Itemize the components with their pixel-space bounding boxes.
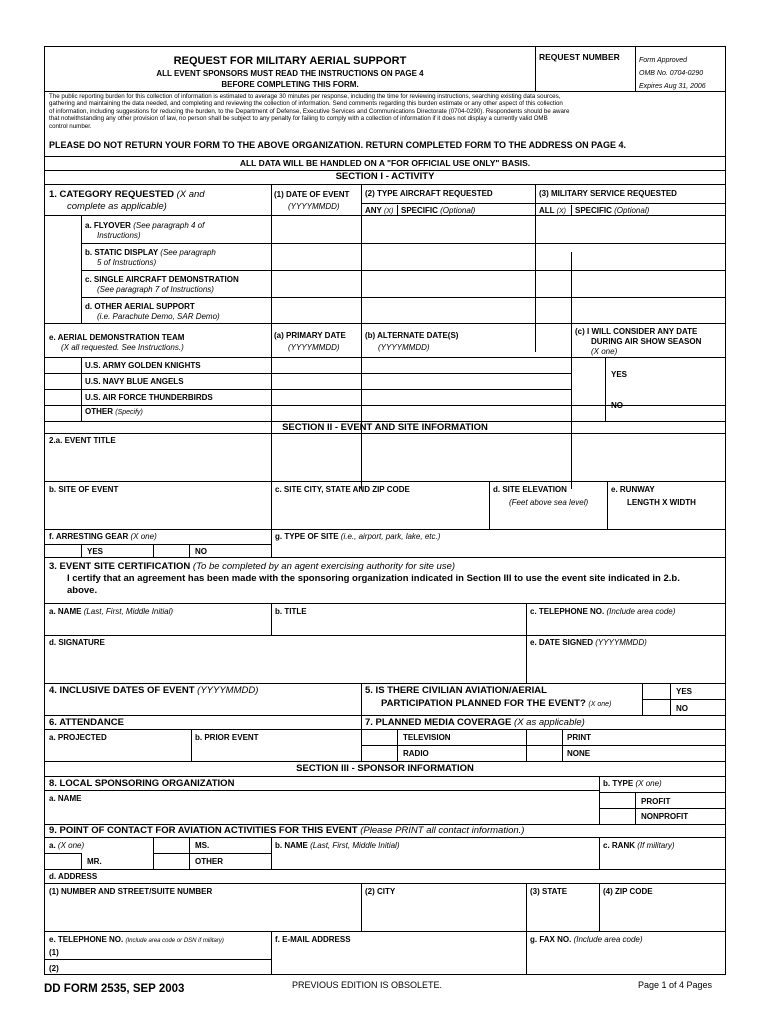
consider-yes: YES [611, 370, 628, 379]
civilian-participation-label-2: PARTICIPATION PLANNED FOR THE EVENT? (X one) [381, 698, 612, 709]
form-title: REQUEST FOR MILITARY AERIAL SUPPORT [173, 55, 407, 67]
address-zip-label: (4) ZIP CODE [603, 887, 653, 896]
media-print: PRINT [567, 733, 591, 742]
civilian-yes: YES [676, 687, 693, 696]
category-single-aircraft: c. SINGLE AIRCRAFT DEMONSTRATION [85, 275, 239, 284]
address-state-label: (3) STATE [530, 887, 568, 896]
attendance-prior-label: b. PRIOR EVENT [195, 733, 259, 742]
category-static-display: b. STATIC DISPLAY (See paragraph [85, 248, 216, 257]
salutation-other: OTHER [195, 857, 223, 866]
civilian-participation-label-1: 5. IS THERE CIVILIAN AVIATION/AERIAL [365, 685, 547, 696]
form-number: DD FORM 2535, SEP 2003 [44, 983, 185, 995]
category-checkbox-column[interactable] [45, 214, 80, 322]
org-type-profit: PROFIT [641, 797, 671, 806]
site-type-label: g. TYPE OF SITE (i.e., airport, park, lake, etc.) [275, 532, 441, 541]
certifier-title-label: b. TITLE [275, 607, 307, 616]
section-3-heading: SECTION III - SPONSOR INFORMATION [296, 763, 474, 774]
point-of-contact-label: 9. POINT OF CONTACT FOR AVIATION ACTIVITIES FOR THIS EVENT (Please PRINT all contact information.) [49, 825, 525, 836]
poc-salutation-label: a. (X one) [49, 841, 85, 850]
team-checkbox-column[interactable] [45, 356, 80, 420]
attendance-label: 6. ATTENDANCE [49, 717, 124, 728]
service-label: (3) MILITARY SERVICE REQUESTED [539, 189, 677, 198]
request-number-field[interactable] [537, 64, 633, 90]
site-of-event-label: b. SITE OF EVENT [49, 485, 119, 494]
service-specific: SPECIFIC (Optional) [575, 206, 650, 215]
do-not-return-notice: PLEASE DO NOT RETURN YOUR FORM TO THE ABOVE ORGANIZATION. RETURN COMPLETED FORM TO THE ADDRESS ON PAGE 4. [49, 140, 627, 150]
category-flyover: a. FLYOVER (See paragraph 4 of [85, 221, 205, 230]
site-city-label: c. SITE CITY, STATE AND ZIP CODE [275, 485, 410, 494]
primary-date-label: (a) PRIMARY DATE [274, 331, 346, 340]
category-hint: complete as applicable) [67, 201, 167, 212]
certifier-signature-label: d. SIGNATURE [49, 638, 105, 647]
org-name-field[interactable] [45, 803, 598, 823]
category-static-display-hint: 5 of Instructions) [97, 258, 157, 267]
runway-hint: LENGTH X WIDTH [627, 498, 696, 507]
consider-no: NO [611, 401, 623, 410]
poc-address-label: d. ADDRESS [49, 872, 98, 881]
aircraft-specific: SPECIFIC (Optional) [401, 206, 476, 215]
dd-form-2535 [44, 46, 726, 975]
aircraft-label: (2) TYPE AIRCRAFT REQUESTED [365, 189, 493, 198]
site-elevation-hint: (Feet above sea level) [509, 498, 589, 507]
team-navy: U.S. NAVY BLUE ANGELS [85, 377, 184, 386]
salutation-mr: MR. [87, 857, 102, 866]
certifier-name-label: a. NAME (Last, First, Middle Initial) [49, 607, 174, 616]
team-other: OTHER (Specify) [85, 407, 143, 416]
aircraft-any: ANY (X) [365, 206, 394, 215]
address-fields[interactable] [45, 895, 725, 930]
org-type-nonprofit: NONPROFIT [641, 812, 689, 821]
media-radio: RADIO [403, 749, 429, 758]
gear-no: NO [195, 547, 207, 556]
date-of-event-field[interactable] [271, 214, 361, 322]
category-flyover-hint: Instructions) [97, 231, 141, 240]
org-type-label: b. TYPE (X one) [603, 779, 662, 788]
poc-rank-label: c. RANK (If military) [603, 841, 675, 850]
consider-any-date-checkbox[interactable] [572, 356, 604, 420]
salutation-ms: MS. [195, 841, 210, 850]
request-number-label: REQUEST NUMBER [539, 52, 620, 62]
consider-any-date-2: DURING AIR SHOW SEASON [591, 337, 702, 346]
inclusive-dates-label: 4. INCLUSIVE DATES OF EVENT (YYYYMMDD) [49, 685, 259, 696]
attendance-and-media-fields[interactable] [45, 744, 725, 760]
page-number: Page 1 of 4 Pages [638, 980, 713, 990]
contact-number-fields[interactable] [45, 942, 725, 975]
section-2-heading: SECTION II - EVENT AND SITE INFORMATION [282, 422, 488, 433]
consider-any-date-1: (c) I WILL CONSIDER ANY DATE [575, 327, 698, 336]
team-air-force: U.S. AIR FORCE THUNDERBIRDS [85, 393, 213, 402]
inclusive-dates-field[interactable] [45, 697, 360, 715]
form-subtitle-1: ALL EVENT SPONSORS MUST READ THE INSTRUCTIONS ON PAGE 4 [156, 69, 424, 78]
poc-email-label: f. E-MAIL ADDRESS [275, 935, 351, 944]
team-label: e. AERIAL DEMONSTRATION TEAM [49, 333, 185, 342]
site-elevation-label: d. SITE ELEVATION [493, 485, 567, 494]
fouo-notice: ALL DATA WILL BE HANDLED ON A "FOR OFFICIAL USE ONLY" BASIS. [239, 158, 531, 168]
telephone-2-label: (2) [49, 964, 59, 973]
civilian-no: NO [676, 704, 688, 713]
telephone-1-label: (1) [49, 948, 59, 957]
sponsoring-org-label: 8. LOCAL SPONSORING ORGANIZATION [49, 778, 235, 789]
form-approved: Form Approved [639, 57, 687, 64]
expiration-date: Expires Aug 31, 2006 [639, 83, 706, 90]
consider-any-date-3: (X one) [591, 347, 618, 356]
poc-name-label: b. NAME (Last, First, Middle Initial) [275, 841, 400, 850]
media-coverage-label: 7. PLANNED MEDIA COVERAGE (X as applicable) [365, 717, 585, 728]
address-street-label: (1) NUMBER AND STREET/SUITE NUMBER [49, 887, 213, 896]
certification-fields[interactable] [45, 612, 725, 690]
media-television: TELEVISION [403, 733, 451, 742]
team-army: U.S. ARMY GOLDEN KNIGHTS [85, 361, 201, 370]
category-single-aircraft-hint: (See paragraph 7 of Instructions) [97, 285, 214, 294]
runway-label: e. RUNWAY [611, 485, 655, 494]
address-city-label: (2) CITY [365, 887, 396, 896]
media-none: NONE [567, 749, 591, 758]
certification-text-1: I certify that an agreement has been made with the sponsoring organization indicated in Section III to use the event site indicated in 2.b. [67, 573, 680, 584]
date-of-event-label: (1) DATE OF EVENT [274, 190, 350, 199]
attendance-projected-label: a. PROJECTED [49, 733, 107, 742]
certifier-phone-label: c. TELEPHONE NO. (Include area code) [530, 607, 676, 616]
primary-date-format: (YYYYMMDD) [288, 343, 340, 352]
burden-statement: The public reporting burden for this collection of information is estimated to average 30 minutes per response, including the time for reviewing instructions, searching existing data sources, gathering and maintaining the data needed, and completing and reviewing the collection of information. Send comments regarding this burden estimate or any other aspect of this collection of information, including suggestions for reducing the burden, to the Department of Defense, Executive Services and Communications Directorate (0704-0290). Respondents should be aware that notwithstanding any other provision of law, no person shall be subject to any penalty for failing to comply with a collection of information if it does not display a currently valid OMB control number. [49, 93, 570, 130]
category-other-support-hint: (i.e. Parachute Demo, SAR Demo) [97, 312, 220, 321]
date-of-event-format: (YYYYMMDD) [288, 202, 340, 211]
poc-telephone-label: e. TELEPHONE NO. (Include area code or DSN if military) [49, 935, 224, 944]
gear-yes: YES [87, 547, 104, 556]
certification-text-2: above. [67, 585, 98, 596]
category-label: 1. CATEGORY REQUESTED (X and [49, 189, 205, 200]
edition-notice: PREVIOUS EDITION IS OBSOLETE. [292, 980, 443, 990]
alternate-date-format: (YYYYMMDD) [378, 343, 430, 352]
team-hint: (X all requested. See Instructions.) [61, 343, 184, 352]
alternate-date-label: (b) ALTERNATE DATE(S) [365, 331, 459, 340]
org-name-label: a. NAME [49, 794, 82, 803]
omb-number: OMB No. 0704-0290 [639, 70, 704, 77]
category-other-support: d. OTHER AERIAL SUPPORT [85, 302, 195, 311]
section-1-heading: SECTION I - ACTIVITY [335, 171, 435, 182]
form-subtitle-2: BEFORE COMPLETING THIS FORM. [221, 80, 359, 89]
service-all: ALL (X) [539, 206, 566, 215]
gear-checkboxes[interactable] [45, 543, 152, 556]
site-certification-label: 3. EVENT SITE CERTIFICATION (To be completed by an agent exercising authority for site use) [49, 561, 456, 572]
event-title-field[interactable] [45, 447, 725, 481]
event-title-label: 2.a. EVENT TITLE [49, 436, 116, 445]
poc-fax-label: g. FAX NO. (Include area code) [530, 935, 643, 944]
date-signed-label: e. DATE SIGNED (YYYYMMDD) [530, 638, 647, 647]
arresting-gear-label: f. ARRESTING GEAR (X one) [49, 532, 157, 541]
